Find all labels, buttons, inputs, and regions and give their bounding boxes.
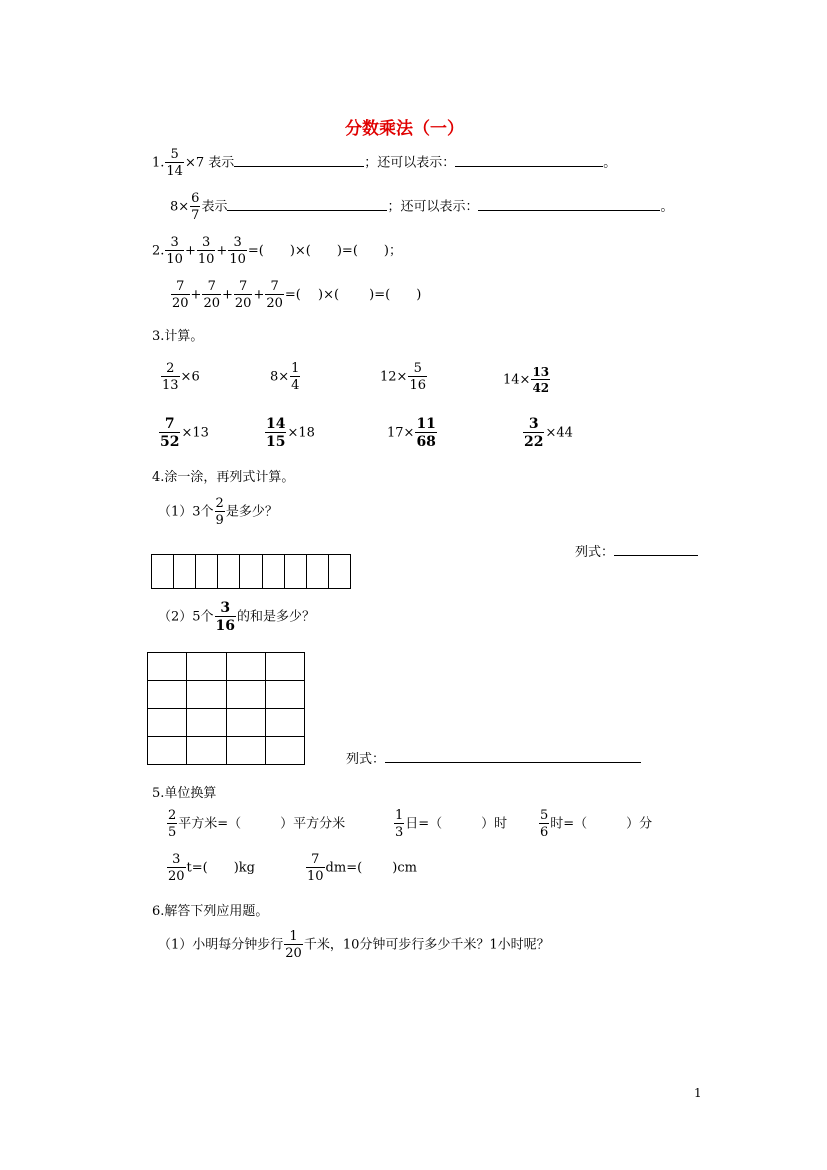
question-3-heading: 3.计算。 (152, 329, 204, 344)
fraction: $\frac{7}{10}$ (307, 852, 324, 884)
answer-blank[interactable] (455, 154, 603, 167)
fraction: $\frac{1}{20}$ (285, 929, 302, 961)
answer-blank[interactable] (227, 198, 387, 211)
calc-item (522, 417, 573, 449)
fraction: $\frac{13}{42}$ (532, 365, 550, 395)
grid-cell[interactable] (226, 681, 265, 709)
prefix-text: （2）5个 (158, 609, 214, 625)
answer-blank[interactable] (614, 543, 698, 556)
question-4-part-1 (158, 497, 278, 527)
plus-sign: + (222, 287, 233, 303)
fraction: $\frac{3}{16}$ (215, 600, 236, 634)
expression: 表示 (201, 199, 228, 215)
suffix-text: ×13 (181, 425, 209, 441)
fraction: $\frac{7}{20}$ (203, 279, 220, 311)
question-1-line-1 (152, 148, 616, 178)
prefix-text: 12× (380, 369, 408, 385)
grid-cell[interactable] (174, 555, 196, 589)
question-1-line-2 (170, 192, 674, 222)
grid-cell[interactable] (218, 555, 240, 589)
calc-item (270, 362, 301, 392)
question-4-heading: 4.涂一涂，再列式计算。 (152, 470, 295, 485)
fraction: $\frac{5}{16}$ (409, 361, 426, 393)
fraction: $\frac{7}{20}$ (234, 279, 252, 311)
conversion-item (538, 809, 652, 839)
conversion-text: t=( )kg (186, 860, 256, 876)
fraction: $\frac{1}{4}$ (291, 361, 300, 393)
answer-blank[interactable] (234, 154, 364, 167)
conversion-item (166, 853, 255, 883)
formula-line (346, 748, 641, 767)
question-6-heading: 6.解答下列应用题。 (152, 904, 269, 919)
grid-cell[interactable] (265, 737, 304, 765)
grid-cell[interactable] (187, 737, 226, 765)
suffix-text: ×18 (287, 425, 315, 441)
grid-cell[interactable] (226, 653, 265, 681)
grid-cell[interactable] (226, 737, 265, 765)
separator-text: ；还可以表示： (364, 155, 456, 171)
grid-cell[interactable] (196, 555, 218, 589)
calc-item (503, 366, 551, 394)
fraction: $\frac{11}{68}$ (416, 416, 436, 450)
answer-blank[interactable] (478, 198, 660, 211)
fraction: $\frac{7}{52}$ (160, 416, 180, 450)
expression: ×7 表示 (184, 155, 235, 171)
prefix-text: 8× (170, 199, 190, 215)
grid-cell[interactable] (306, 555, 328, 589)
question-2-line-1 (152, 236, 402, 266)
grid-cell[interactable] (148, 737, 187, 765)
fraction: $\frac{5}{14}$ (166, 147, 183, 179)
question-5-heading: 5.单位换算 (152, 786, 217, 801)
question-number: 2. (152, 243, 165, 259)
suffix-text: 千米，10分钟可步行多少千米？1小时呢？ (303, 937, 550, 953)
fraction: $\frac{6}{7}$ (191, 191, 200, 223)
prefix-text: 8× (270, 369, 290, 385)
suffix-text: 是多少？ (225, 504, 278, 520)
calc-item (264, 417, 315, 449)
shading-strip (151, 554, 351, 589)
formula-label: 列式： (346, 752, 386, 767)
page-title: 分数乘法（一） (345, 119, 464, 139)
conversion-text: 时=（ ）分 (550, 816, 653, 832)
question-6-part-1 (158, 930, 550, 960)
grid-cell[interactable] (148, 709, 187, 737)
suffix-text: ×44 (545, 425, 573, 441)
grid-cell[interactable] (265, 681, 304, 709)
grid-cell[interactable] (328, 555, 350, 589)
conversion-text: 日=（ ）时 (405, 816, 508, 832)
calc-item (158, 417, 209, 449)
end-punct: 。 (603, 155, 617, 171)
grid-cell[interactable] (187, 653, 226, 681)
question-number: 1. (152, 155, 165, 171)
fraction: $\frac{14}{15}$ (266, 416, 286, 450)
conversion-text: dm=( )cm (325, 860, 417, 876)
fraction: $\frac{3}{10}$ (197, 235, 215, 267)
fraction: $\frac{3}{10}$ (166, 235, 183, 267)
conversion-item (166, 809, 345, 839)
conversion-text: 平方米=（ ）平方分米 (178, 816, 346, 832)
end-punct: 。 (660, 199, 674, 215)
plus-sign: + (216, 243, 228, 259)
grid-cell[interactable] (152, 555, 174, 589)
prefix-text: （1）小明每分钟步行 (158, 937, 284, 953)
fraction: $\frac{3}{22}$ (524, 416, 544, 450)
grid-cell[interactable] (226, 709, 265, 737)
conversion-item (305, 853, 417, 883)
plus-sign: + (190, 287, 202, 303)
fraction: $\frac{3}{20}$ (168, 852, 185, 884)
formula-line (575, 541, 698, 560)
suffix-text: 的和是多少？ (237, 609, 316, 625)
prefix-text: 14× (503, 372, 531, 388)
grid-cell[interactable] (148, 653, 187, 681)
grid-cell[interactable] (265, 709, 304, 737)
plus-sign: + (253, 287, 265, 303)
answer-blank[interactable] (385, 750, 641, 763)
page-number: 1 (694, 1086, 702, 1100)
equation-text: =( )×( )=( )； (247, 243, 402, 259)
suffix-text: ×6 (180, 369, 200, 385)
shading-grid (147, 652, 305, 765)
calc-item (387, 417, 438, 449)
fraction: $\frac{3}{10}$ (229, 235, 246, 267)
grid-cell[interactable] (187, 709, 226, 737)
fraction: $\frac{1}{3}$ (395, 808, 404, 840)
grid-cell[interactable] (265, 653, 304, 681)
calc-item (160, 362, 200, 392)
question-4-part-2 (158, 601, 315, 633)
fraction: $\frac{5}{6}$ (540, 808, 549, 840)
grid-cell[interactable] (262, 555, 284, 589)
question-2-line-2 (170, 280, 421, 310)
conversion-item (393, 809, 507, 839)
grid-cell[interactable] (148, 681, 187, 709)
equation-text: =( )×( )=( ) (284, 287, 422, 303)
grid-cell[interactable] (284, 555, 306, 589)
prefix-text: （1）3个 (158, 504, 214, 520)
grid-cell[interactable] (187, 681, 226, 709)
prefix-text: 17× (387, 425, 415, 441)
fraction: $\frac{2}{9}$ (215, 496, 224, 528)
fraction: $\frac{7}{20}$ (172, 279, 189, 311)
fraction: $\frac{7}{20}$ (266, 279, 283, 311)
fraction: $\frac{2}{13}$ (162, 361, 179, 393)
plus-sign: + (184, 243, 196, 259)
separator-text: ；还可以表示： (387, 199, 479, 215)
grid-cell[interactable] (240, 555, 262, 589)
fraction: $\frac{2}{5}$ (168, 808, 177, 840)
calc-item (380, 362, 428, 392)
formula-label: 列式： (575, 545, 615, 560)
